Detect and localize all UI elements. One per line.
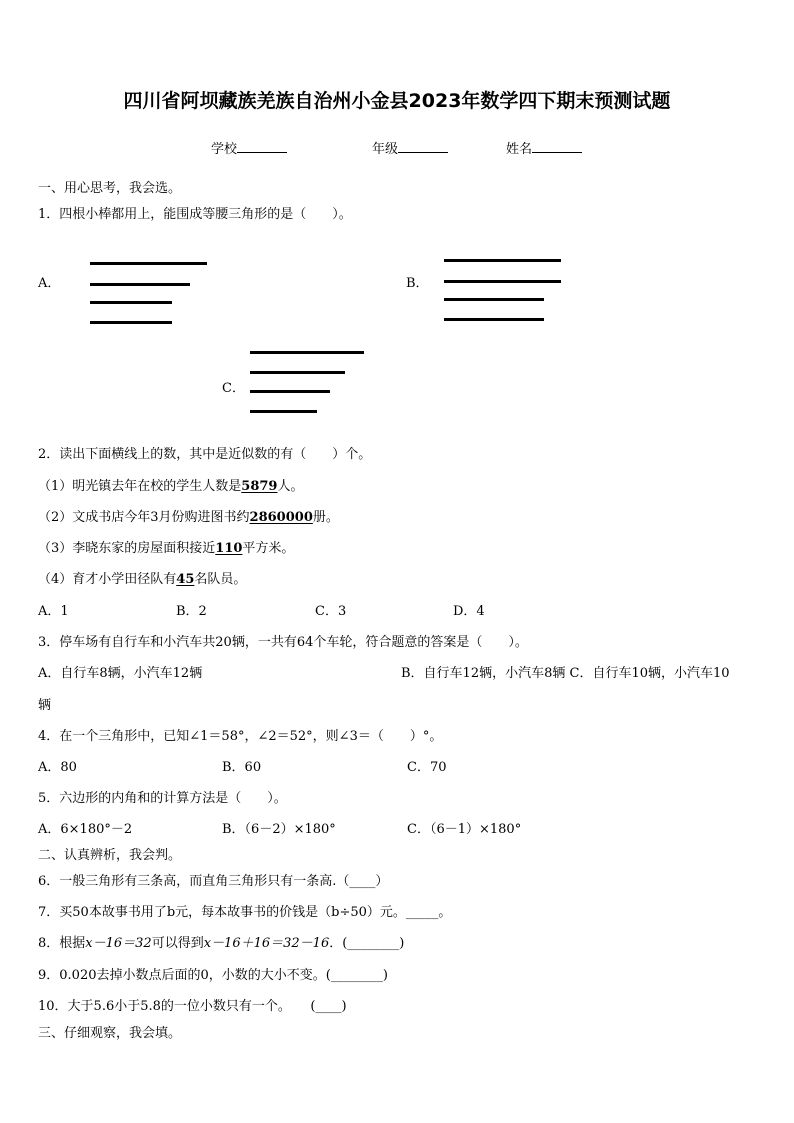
q2-item-3-number: 110 <box>215 541 243 556</box>
section-1-heading: 一、用心思考，我会选。 <box>38 181 182 196</box>
q2-option-a[interactable]: A．1 <box>38 604 69 619</box>
q4-stem: 4．在一个三角形中，已知∠1＝58°，∠2＝52°，则∠3＝（ ）°。 <box>38 729 443 744</box>
q1-option-c-label[interactable]: C． <box>222 381 245 396</box>
grade-blank[interactable] <box>398 140 448 153</box>
q6: 6．一般三角形有三条高，而直角三角形只有一条高.（____） <box>38 874 389 889</box>
q8-text-mid: 可以得到 <box>151 936 204 951</box>
q4-option-c[interactable]: C．70 <box>407 760 447 775</box>
q2-item-1-text: （1）明光镇去年在校的学生人数是 <box>38 479 242 494</box>
q1-a-stick-4 <box>90 321 172 324</box>
q2-stem: 2．读出下面横线上的数，其中是近似数的有（ ）个。 <box>38 447 372 462</box>
q2-item-2-unit: 册。 <box>312 510 339 525</box>
section-2-heading: 二、认真辨析，我会判。 <box>38 848 182 863</box>
q1-c-stick-3 <box>250 390 330 393</box>
page-title: 四川省阿坝藏族羌族自治州小金县2023年数学四下期末预测试题 <box>123 90 671 112</box>
q2-item-3-unit: 平方米。 <box>242 541 295 556</box>
q1-b-stick-2 <box>444 280 561 283</box>
q2-option-d[interactable]: D．4 <box>453 604 485 619</box>
q4-option-a[interactable]: A．80 <box>38 760 77 775</box>
q2-item-1 <box>38 478 303 496</box>
q2-item-3 <box>38 540 294 558</box>
grade-field <box>372 140 448 159</box>
q2-item-1-unit: 人。 <box>277 479 304 494</box>
q2-item-4-unit: 名队员。 <box>194 572 247 587</box>
q5-option-a[interactable]: A．6×180°－2 <box>38 822 133 837</box>
q1-c-stick-4 <box>250 410 317 413</box>
q2-item-2 <box>38 509 339 527</box>
q3-option-b-c[interactable]: B．自行车12辆，小汽车8辆 C．自行车10辆，小汽车10 <box>401 666 730 681</box>
q5-stem: 5．六边形的内角和的计算方法是（ ）。 <box>38 791 287 806</box>
q2-item-3-text: （3）李晓东家的房屋面积接近 <box>38 541 216 556</box>
q2-option-c[interactable]: C．3 <box>315 604 347 619</box>
q1-a-stick-3 <box>90 301 172 304</box>
name-blank[interactable] <box>532 140 582 153</box>
q4-option-b[interactable]: B．60 <box>222 760 262 775</box>
section-3-heading: 三、仔细观察，我会填。 <box>38 1026 182 1041</box>
q3-stem: 3．停车场有自行车和小汽车共20辆，一共有64个车轮，符合题意的答案是（ ）。 <box>38 635 528 650</box>
q8-equation-1: x－16＝32 <box>85 936 152 951</box>
q8 <box>38 935 404 953</box>
q2-item-2-text: （2）文成书店今年3月份购进图书约 <box>38 510 250 525</box>
q5-option-b[interactable]: B．（6－2）×180° <box>222 822 336 837</box>
q1-a-stick-2 <box>90 283 190 286</box>
q8-equation-2: x－16＋16＝32－16 <box>203 936 330 951</box>
q1-stem: 1．四根小棒都用上，能围成等腰三角形的是（ ）。 <box>38 207 352 222</box>
school-blank[interactable] <box>237 140 287 153</box>
q1-b-stick-4 <box>444 318 544 321</box>
q1-option-a-label[interactable]: A． <box>38 276 61 291</box>
q3-option-c-wrap: 辆 <box>38 698 52 713</box>
q1-c-stick-1 <box>250 351 364 354</box>
q1-b-stick-1 <box>444 259 561 262</box>
q1-b-stick-3 <box>444 298 544 301</box>
q8-text-start: 8．根据 <box>38 936 86 951</box>
school-label: 学校 <box>211 142 238 157</box>
name-label: 姓名 <box>506 142 533 157</box>
q5-option-c[interactable]: C．（6－1）×180° <box>407 822 522 837</box>
q9: 9．0.020去掉小数点后面的0，小数的大小不变。(________) <box>38 968 388 983</box>
q8-answer-blank: ．(________) <box>329 936 405 951</box>
grade-label: 年级 <box>372 142 399 157</box>
q2-option-b[interactable]: B．2 <box>176 604 207 619</box>
q2-item-4 <box>38 571 246 589</box>
q2-item-2-number: 2860000 <box>249 510 313 525</box>
q3-option-a[interactable]: A．自行车8辆，小汽车12辆 <box>38 666 203 681</box>
q1-c-stick-2 <box>250 371 345 374</box>
q1-option-b-label[interactable]: B． <box>406 276 429 291</box>
q10: 10．大于5.6小于5.8的一位小数只有一个。 (____) <box>38 999 347 1014</box>
name-field <box>506 140 582 159</box>
q2-item-4-text: （4）育才小学田径队有 <box>38 572 177 587</box>
q2-item-1-number: 5879 <box>241 479 278 494</box>
q2-item-4-number: 45 <box>176 572 195 587</box>
q7: 7．买50本故事书用了b元，每本故事书的价钱是（b÷50）元。_____。 <box>38 905 452 920</box>
school-field <box>211 140 287 159</box>
q1-a-stick-1 <box>90 262 207 265</box>
